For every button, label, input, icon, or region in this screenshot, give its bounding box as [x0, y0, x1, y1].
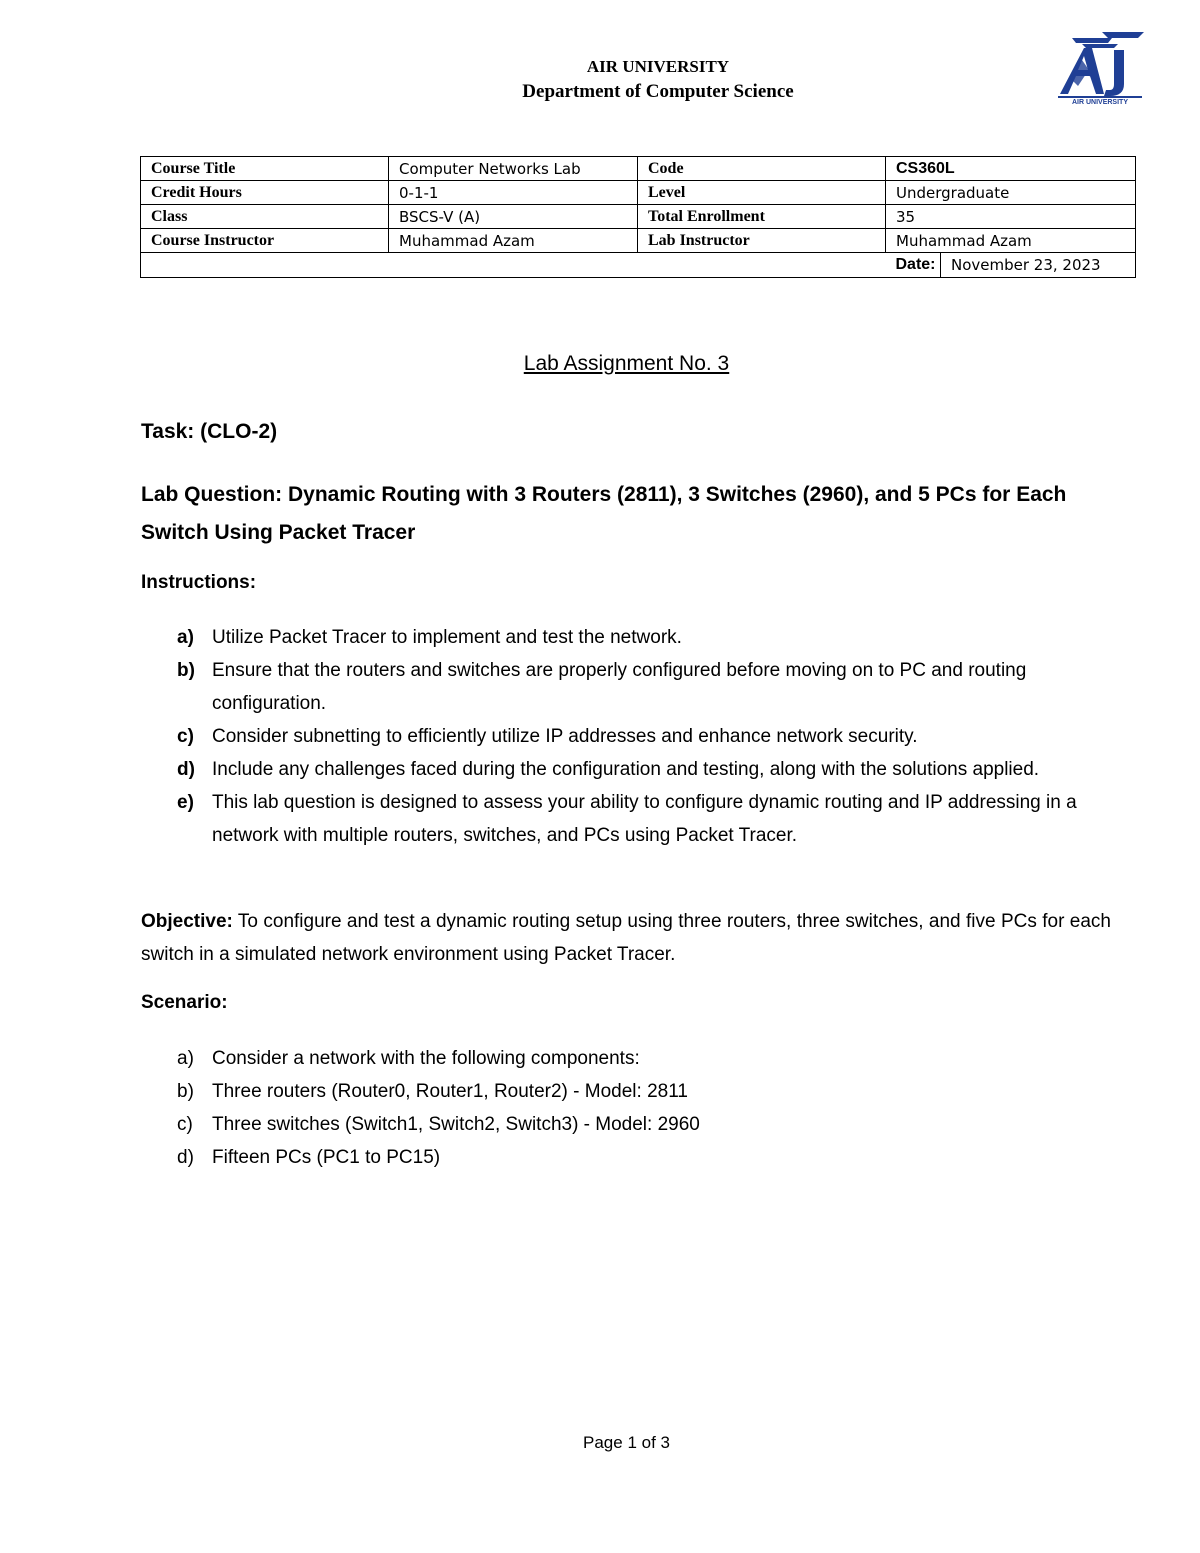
- list-item: [141, 1108, 1101, 1141]
- table-row: [141, 253, 1136, 278]
- list-marker: a): [177, 1048, 194, 1069]
- enrollment-value: 35: [886, 205, 1136, 229]
- list-item: [141, 621, 1101, 654]
- course-title-value: Computer Networks Lab: [389, 157, 638, 181]
- lab-question: Lab Question: Dynamic Routing with 3 Routers (2811), 3 Switches (2960), and 5 PCs for Each Switch Using Packet Tracer: [141, 483, 1067, 544]
- table-row: [141, 205, 1136, 229]
- table-row: [141, 157, 1136, 181]
- instructions-heading: Instructions:: [141, 572, 257, 593]
- list-marker: d): [177, 759, 195, 780]
- air-university-logo: [1052, 30, 1148, 106]
- list-marker: c): [177, 1114, 193, 1135]
- list-item-text: Ensure that the routers and switches are properly configured before moving on to PC and routing configuration.: [212, 660, 1027, 714]
- list-item-text: Consider a network with the following components:: [212, 1048, 640, 1069]
- level-label: Level: [638, 181, 886, 205]
- list-item: [141, 654, 1101, 720]
- assignment-title: Lab Assignment No. 3: [523, 352, 730, 375]
- lab-instructor-label: Lab Instructor: [638, 229, 886, 253]
- list-item: [141, 720, 1101, 753]
- list-marker: b): [177, 660, 195, 681]
- list-marker: b): [177, 1081, 194, 1102]
- credit-hours-label: Credit Hours: [141, 181, 389, 205]
- list-item-text: Include any challenges faced during the configuration and testing, along with the solutions applied.: [212, 759, 1040, 780]
- date-value: November 23, 2023: [941, 253, 1136, 278]
- course-info-table: [140, 156, 1136, 278]
- svg-text:AIR UNIVERSITY: AIR UNIVERSITY: [1071, 99, 1129, 106]
- objective-text: To configure and test a dynamic routing setup using three routers, three switches, and five PCs for each switch in a simulated network environment using Packet Tracer.: [141, 911, 1111, 965]
- instructor-value: Muhammad Azam: [389, 229, 638, 253]
- list-marker: c): [177, 726, 194, 747]
- list-item: [141, 1042, 1101, 1075]
- list-item-text: This lab question is designed to assess your ability to configure dynamic routing and IP addressing in a network with multiple routers, switches, and PCs using Packet Tracer.: [212, 792, 1077, 846]
- list-marker: d): [177, 1147, 194, 1168]
- level-value: Undergraduate: [886, 181, 1136, 205]
- scenario-list: [141, 1042, 1101, 1174]
- list-item: [141, 753, 1101, 786]
- task-heading: Task: (CLO-2): [141, 420, 278, 443]
- enrollment-label: Total Enrollment: [638, 205, 886, 229]
- blank-cell: [141, 253, 886, 278]
- page-number: Page 1 of 3: [583, 1433, 670, 1452]
- list-item-text: Three routers (Router0, Router1, Router2) - Model: 2811: [212, 1081, 688, 1102]
- list-item-text: Utilize Packet Tracer to implement and test the network.: [212, 627, 682, 648]
- instructions-list: [141, 621, 1101, 852]
- list-item-text: Consider subnetting to efficiently utilize IP addresses and enhance network security.: [212, 726, 918, 747]
- course-title-label: Course Title: [141, 157, 389, 181]
- scenario-heading: Scenario:: [141, 992, 228, 1013]
- objective-paragraph: [141, 905, 1111, 971]
- list-marker: a): [177, 627, 194, 648]
- document-header: [0, 55, 1200, 105]
- table-row: [141, 181, 1136, 205]
- list-item: [141, 1075, 1101, 1108]
- list-item-text: Fifteen PCs (PC1 to PC15): [212, 1147, 441, 1168]
- list-item: [141, 786, 1101, 852]
- credit-hours-value: 0-1-1: [389, 181, 638, 205]
- list-item: [141, 1141, 1101, 1174]
- class-value: BSCS-V (A): [389, 205, 638, 229]
- list-marker: e): [177, 792, 194, 813]
- instructor-label: Course Instructor: [141, 229, 389, 253]
- table-row: [141, 229, 1136, 253]
- code-label: Code: [638, 157, 886, 181]
- lab-instructor-value: Muhammad Azam: [886, 229, 1136, 253]
- department-name: Department of Computer Science: [522, 81, 794, 102]
- university-name: AIR UNIVERSITY: [586, 57, 730, 76]
- objective-label: Objective:: [141, 911, 233, 932]
- code-value: CS360L: [886, 157, 1136, 181]
- list-item-text: Three switches (Switch1, Switch2, Switch3) - Model: 2960: [212, 1114, 700, 1135]
- date-label: Date:: [886, 253, 941, 278]
- class-label: Class: [141, 205, 389, 229]
